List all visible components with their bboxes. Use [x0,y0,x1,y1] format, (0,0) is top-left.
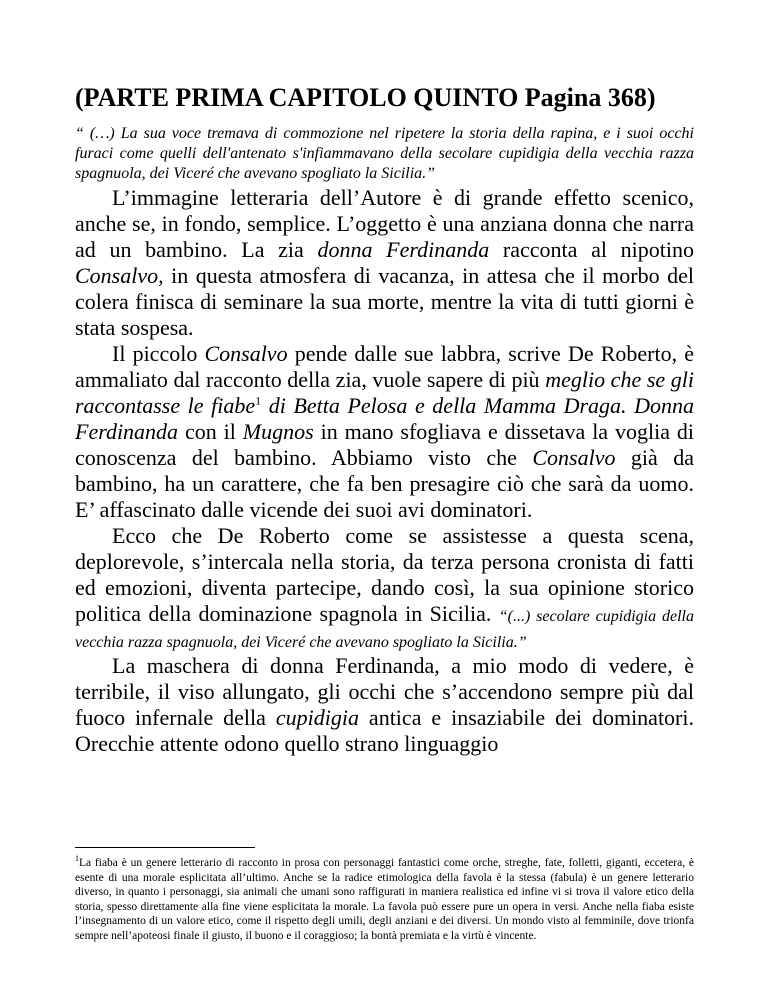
inline-quote: “(...) secolare cupidigia della vecchia razza spagnuola, dei Viceré che avevano spogliato la Sicilia.” [75,608,694,651]
epigraph-quote: “ (…) La sua voce tremava di commozione nel ripetere la storia della rapina, e i suoi occhi furaci come quelli dell'antenato s'infiammavano della secolare cupidigia della vecchia razza spagnuola, dei Viceré che avevano spogliato la Sicilia.” [75,125,694,182]
paragraph-2 [75,341,694,523]
paragraph-4 [75,653,694,757]
italic-word: cupidigia [275,705,359,730]
footnote [75,856,694,944]
text-span: già da bambino, ha un carattere, che fa ben presagire ciò che sarà da uomo. E’ affascinato dalle vicende dei suoi avi dominatori. [75,445,694,522]
italic-name: Consalvo [532,445,616,470]
italic-quote: di Betta Pelosa e della Mamma Draga. Donna Ferdinanda [75,393,695,444]
text-span: Ecco che De Roberto come se assistesse a questa scena, deplorevole, s’intercala nella storia, da terza persona cronista di fatti ed emozioni, diventa partecipe, dando così, la sua opinione storico politica della dominazione spagnola in Sicilia. [75,523,694,626]
paragraph-3 [75,523,694,653]
text-span: in questa atmosfera di vacanza, in attesa che il morbo del colera finisca di seminare la sua morte, mentre la vita di tutti giorni è stata sospesa. [75,263,694,340]
document-page [75,0,694,994]
footnote-divider [75,847,255,848]
footnote-text: La fiaba è un genere letterario di racconto in prosa con personaggi fantastici come orche, streghe, fate, folletti, giganti, eccetera, è esente di una morale esplicitata all’ultimo. Anche se la radice etimologica della favola è la stessa (fabula) è un genere letterario diverso, in quanto i personaggi, sia animali che umani sono raffigurati in maniera realistica ed infine vi si trova il valore etico della storia, spesso direttamente alla fine viene esplicitata la morale. La favola può essere pure un opera in versi. Anche nella fiaba esiste l’insegnamento di un valore etico, come il rispetto degli umili, degli anziani e dei diversi. Un mondo visto al femminile, dove trionfa sempre nell’apoteosi finale il giusto, il buono e il coraggioso; la bontà premiata e la virtù è vincente. [75,857,694,942]
text-span: antica e insaziabile dei dominatori. Orecchie attente odono quello strano linguaggio [75,705,694,756]
italic-name: Consalvo, [75,263,164,288]
text-span: racconta al nipotino [489,237,694,262]
text-span: Il piccolo [112,341,205,366]
footnote-reference[interactable]: 1 [255,393,262,408]
text-span: in mano sfogliava e dissetava la voglia di conoscenza del bambino. Abbiamo visto che [75,419,694,470]
text-span: pende dalle sue labbra, scrive De Roberto, è ammaliato dal racconto della zia, vuole sapere di più [75,341,694,392]
page-heading: (PARTE PRIMA CAPITOLO QUINTO Pagina 368) [75,83,656,112]
text-span: con il [178,419,243,444]
body-text [75,185,694,757]
text-span: La maschera di donna Ferdinanda, a mio modo di vedere, è terribile, il viso allungato, gli occhi che s’accendono sempre più dal fuoco infernale della [75,653,694,730]
italic-quote: meglio che se gli raccontasse le fiabe [75,367,694,418]
footnote-number: 1 [75,854,79,864]
text-span: L’immagine letteraria dell’Autore è di grande effetto scenico, anche se, in fondo, semplice. L’oggetto è una anziana donna che narra ad un bambino. La zia [75,185,694,262]
paragraph-1 [75,185,694,341]
italic-name: Mugnos [242,419,314,444]
italic-name: Consalvo [204,341,288,366]
italic-name: donna Ferdinanda [317,237,490,262]
